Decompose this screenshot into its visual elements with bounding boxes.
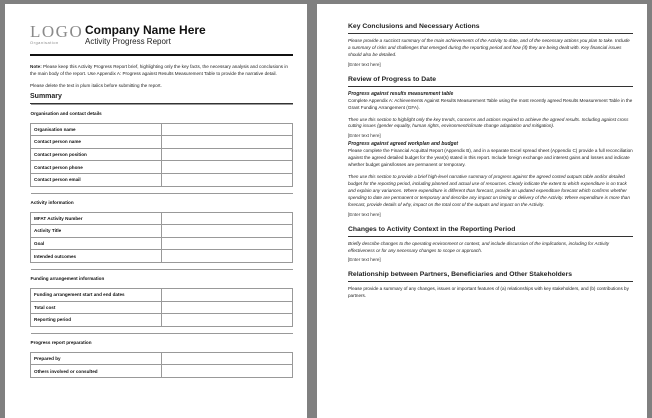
header: [30, 24, 293, 50]
field-value-cell[interactable]: [162, 314, 293, 327]
review-heading: Review of Progress to Date: [348, 76, 633, 87]
group-title: Activity information: [31, 193, 293, 212]
table-row: [31, 123, 293, 136]
field-value-cell[interactable]: [162, 173, 293, 186]
field-label: Organisation name: [31, 123, 162, 136]
field-label: Contact person position: [31, 148, 162, 161]
note-paragraph: [30, 64, 293, 78]
group-title: Organisation and contact details: [31, 104, 293, 123]
workplan-text: Please complete the Financial Acquittal Report (Appendix B), and in a separate Excel spread sheet (Appendix C) provide a full reconciliation against the agreed detailed budget for the year(s) stated in this report. Include foreign exchange and interest gains and losses and indicate whether budget gains/losses are permanent or temporary.: [348, 148, 633, 168]
left-page: [5, 4, 307, 418]
report-title: Activity Progress Report: [85, 37, 171, 46]
table-group-header: [31, 269, 293, 288]
enter-text-placeholder[interactable]: [Enter text here]: [348, 211, 381, 217]
enter-text-placeholder[interactable]: [Enter text here]: [348, 257, 381, 263]
table-row: [31, 237, 293, 250]
key-conclusions-heading: Key Conclusions and Necessary Actions: [348, 23, 633, 34]
field-value-cell[interactable]: [162, 161, 293, 174]
field-label: Contact person name: [31, 136, 162, 149]
logo: [30, 24, 85, 45]
group-gap: [31, 262, 293, 269]
field-value-cell[interactable]: [162, 225, 293, 238]
field-value-cell[interactable]: [162, 136, 293, 149]
field-value-cell[interactable]: [162, 148, 293, 161]
group-title: Funding arrangement information: [31, 269, 293, 288]
table-row: [31, 288, 293, 301]
table-group-header: [31, 333, 293, 352]
table-row: [31, 212, 293, 225]
table-group-header: [31, 193, 293, 212]
field-value-cell[interactable]: [162, 288, 293, 301]
right-page: [317, 4, 647, 418]
field-value-cell[interactable]: [162, 212, 293, 225]
field-label: Total cost: [31, 301, 162, 314]
table-row: [31, 365, 293, 378]
note-label: Note:: [30, 64, 42, 69]
table-row: [31, 314, 293, 327]
field-value-cell[interactable]: [162, 365, 293, 378]
title-block: [85, 24, 206, 47]
field-label: Goal: [31, 237, 162, 250]
field-label: Contact person phone: [31, 161, 162, 174]
table-row: [31, 173, 293, 186]
group-title: Progress report preparation: [31, 333, 293, 352]
field-label: MFAT Activity Number: [31, 212, 162, 225]
field-label: Intended outcomes: [31, 250, 162, 263]
company-name: Company Name Here: [85, 23, 206, 37]
table-row: [31, 225, 293, 238]
field-label: Prepared by: [31, 352, 162, 365]
field-value-cell[interactable]: [162, 250, 293, 263]
logo-subtitle: Organisation: [30, 40, 59, 45]
header-rule: [30, 54, 293, 56]
field-label: Reporting period: [31, 314, 162, 327]
results-table-text: Complete Appendix A: Achievements Against Results Measurement Table using the most recently agreed Results Measurement Table in the Grant Funding Arrangement (GFA).: [348, 97, 633, 110]
key-conclusions-text: Please provide a succinct summary of the main achievements of the Activity to date, and of the necessary actions you plan to take. Include a summary of risks and challenges that emerged during the reporting period and how (if) they are being dealt with. Key financial issues should also be detailed.: [348, 38, 630, 57]
field-value-cell[interactable]: [162, 352, 293, 365]
delete-instruction: Please delete the text in plum italics before submitting the report.: [30, 82, 162, 88]
field-label: Activity Title: [31, 225, 162, 238]
table-row: [31, 148, 293, 161]
workplan-subheading: Progress against agreed workplan and budget: [348, 141, 459, 148]
table-row: [31, 161, 293, 174]
table-group-header: [31, 104, 293, 123]
enter-text-placeholder[interactable]: [Enter text here]: [348, 61, 381, 67]
stakeholders-text: Please provide a summary of any changes, issues or important features of (a) relationships with key stakeholders, and (b) contributions by partners.: [348, 286, 629, 299]
table-row: [31, 352, 293, 365]
logo-text: LOGO: [30, 22, 84, 41]
context-changes-text: Briefly describe changes to the operating environment or context, and include discussion of the implications, including for Activity effectiveness or for any necessary changes to scope or approach.: [348, 240, 610, 253]
summary-title: Summary: [30, 93, 293, 104]
group-gap: [31, 186, 293, 193]
table-row: [31, 250, 293, 263]
field-value-cell[interactable]: [162, 237, 293, 250]
context-changes-heading: Changes to Activity Context in the Reporting Period: [348, 226, 633, 237]
field-value-cell[interactable]: [162, 123, 293, 136]
field-label: Funding arrangement start and end dates: [31, 288, 162, 301]
enter-text-placeholder[interactable]: [Enter text here]: [348, 133, 381, 139]
results-table-subheading: Progress against results measurement table: [348, 90, 454, 97]
budget-narrative-text: Then use this section to provide a brief high-level narrative summary of progress against the agreed costed outputs table and/or detailed budget for the reporting period, including planned and actual use of resources. Clearly indicate the extent to which expenditure is on track and explain any variances. Where expenditure is different than forecast, provide an updated expenditure forecast which confirms whether spending to date are permanent or temporary and describe any impact on timing or delivery of the Activity. Where expenditure is more than forecast, provide details of why, impact on the total cost of the outputs and impact on the Activity.: [348, 174, 630, 207]
results-trends-text: Then use this section to highlight only the key trends, concerns and actions required to achieve the agreed results. Including against cross cutting issues (gender equality, human rights, environment/climate change adaptation and mitigation).: [348, 116, 629, 129]
group-gap: [31, 326, 293, 333]
summary-table: [30, 104, 293, 378]
table-row: [31, 136, 293, 149]
stakeholders-heading: Relationship between Partners, Beneficiaries and Other Stakeholders: [348, 271, 633, 282]
field-label: Others involved or consulted: [31, 365, 162, 378]
note-text: Please keep this Activity Progress Report brief, highlighting only the key facts, the necessary analysis and conclusions in the main body of the report. Use Appendix A: Progress against Results Measurement Table to provide the narrative detail.: [30, 64, 288, 76]
field-value-cell[interactable]: [162, 301, 293, 314]
table-row: [31, 301, 293, 314]
field-label: Contact person email: [31, 173, 162, 186]
